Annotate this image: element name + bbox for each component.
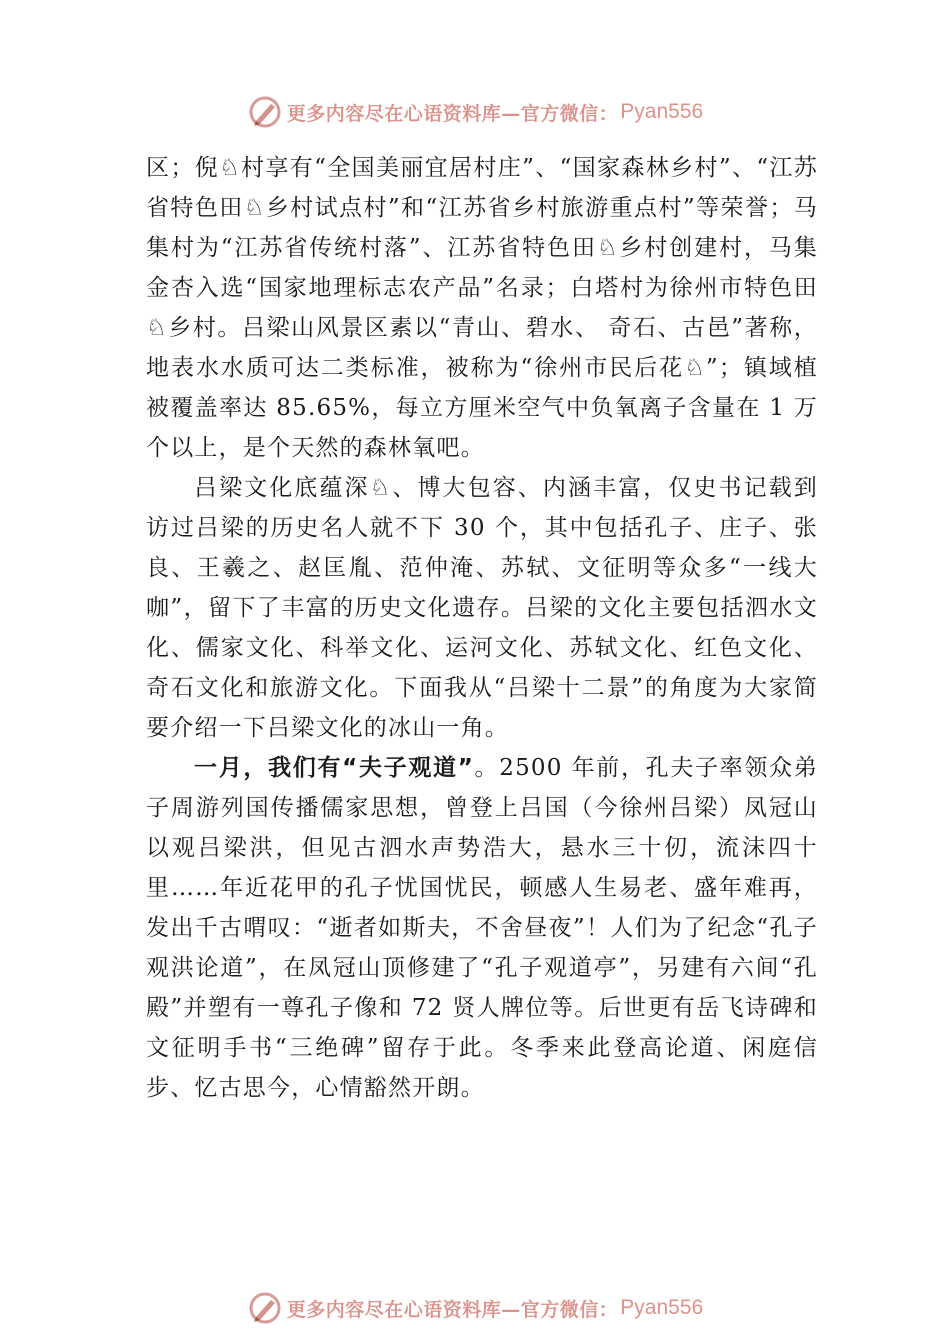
paragraph-1-text: 区；倪♘村享有“全国美丽宜居村庄”、“国家森林乡村”、“江苏省特色田♘乡村试点村”和“江苏省乡村旅游重点村”等荣誉；马集村为“江苏省传统村落”、江苏省特色田♘乡村创建村，马集金杏入选“国家地理标志农产品”名录；白塔村为徐州市特色田♘乡村。吕梁山风景区素以“青山、碧水、 奇石、古邑”著称，地表水水质可达二类标准，被称为“徐州市民后花♘”；镇域植被覆盖率达 85.65%，每立方厘米空气中负氧离子含量在 1 万个以上，是个天然的森林氧吧。 — [146, 155, 818, 461]
paragraph-3 — [146, 748, 818, 1108]
paragraph-1 — [146, 148, 818, 468]
paragraph-3-lead: 一月，我们有“夫子观道” — [194, 755, 475, 781]
footer-watermark-id: Pyan556 — [620, 1296, 704, 1319]
paragraph-2-text: 吕梁文化底蕴深♘、博大包容、内涵丰富，仅史书记载到访过吕梁的历史名人就不下 30 个，其中包括孔子、庄子、张良、王羲之、赵匡胤、范仲淹、苏轼、文征明等众多“一线大咖”，留下了丰富的历史文化遗存。吕梁的文化主要包括泗水文化、儒家文化、科举文化、运河文化、苏轼文化、红色文化、奇石文化和旅游文化。下面我从“吕梁十二景”的角度为大家简要介绍一下吕梁文化的冰山一角。 — [146, 475, 818, 741]
footer-watermark-text: 更多内容尽在心语资料库—官方微信： — [286, 1298, 619, 1321]
header-watermark-id: Pyan556 — [620, 100, 704, 123]
header-watermark-text: 更多内容尽在心语资料库—官方微信： — [286, 102, 619, 125]
document-body — [146, 148, 818, 1108]
paragraph-3-text: 。2500 年前，孔夫子率领众弟子周游列国传播儒家思想，曾登上吕国（今徐州吕梁）凤冠山以观吕梁洪，但见古泗水声势浩大，悬水三十仞，流沫四十里……年近花甲的孔子忧国忧民，顿感人生易老、盛年难再，发出千古喟叹：“逝者如斯夫，不舍昼夜”！人们为了纪念“孔子观洪论道”，在凤冠山顶修建了“孔子观道亭”，另建有六间“孔殿”并塑有一尊孔子像和 72 贤人牌位等。后世更有岳飞诗碑和文征明手书“三绝碑”留存于此。冬季来此登高论道、闲庭信步、忆古思今，心情豁然开朗。 — [146, 755, 818, 1101]
pen-logo-icon — [247, 94, 283, 130]
pen-logo-icon — [247, 1290, 283, 1326]
footer-watermark-banner — [0, 1288, 950, 1328]
paragraph-2 — [146, 468, 818, 748]
header-watermark-banner — [0, 92, 950, 132]
